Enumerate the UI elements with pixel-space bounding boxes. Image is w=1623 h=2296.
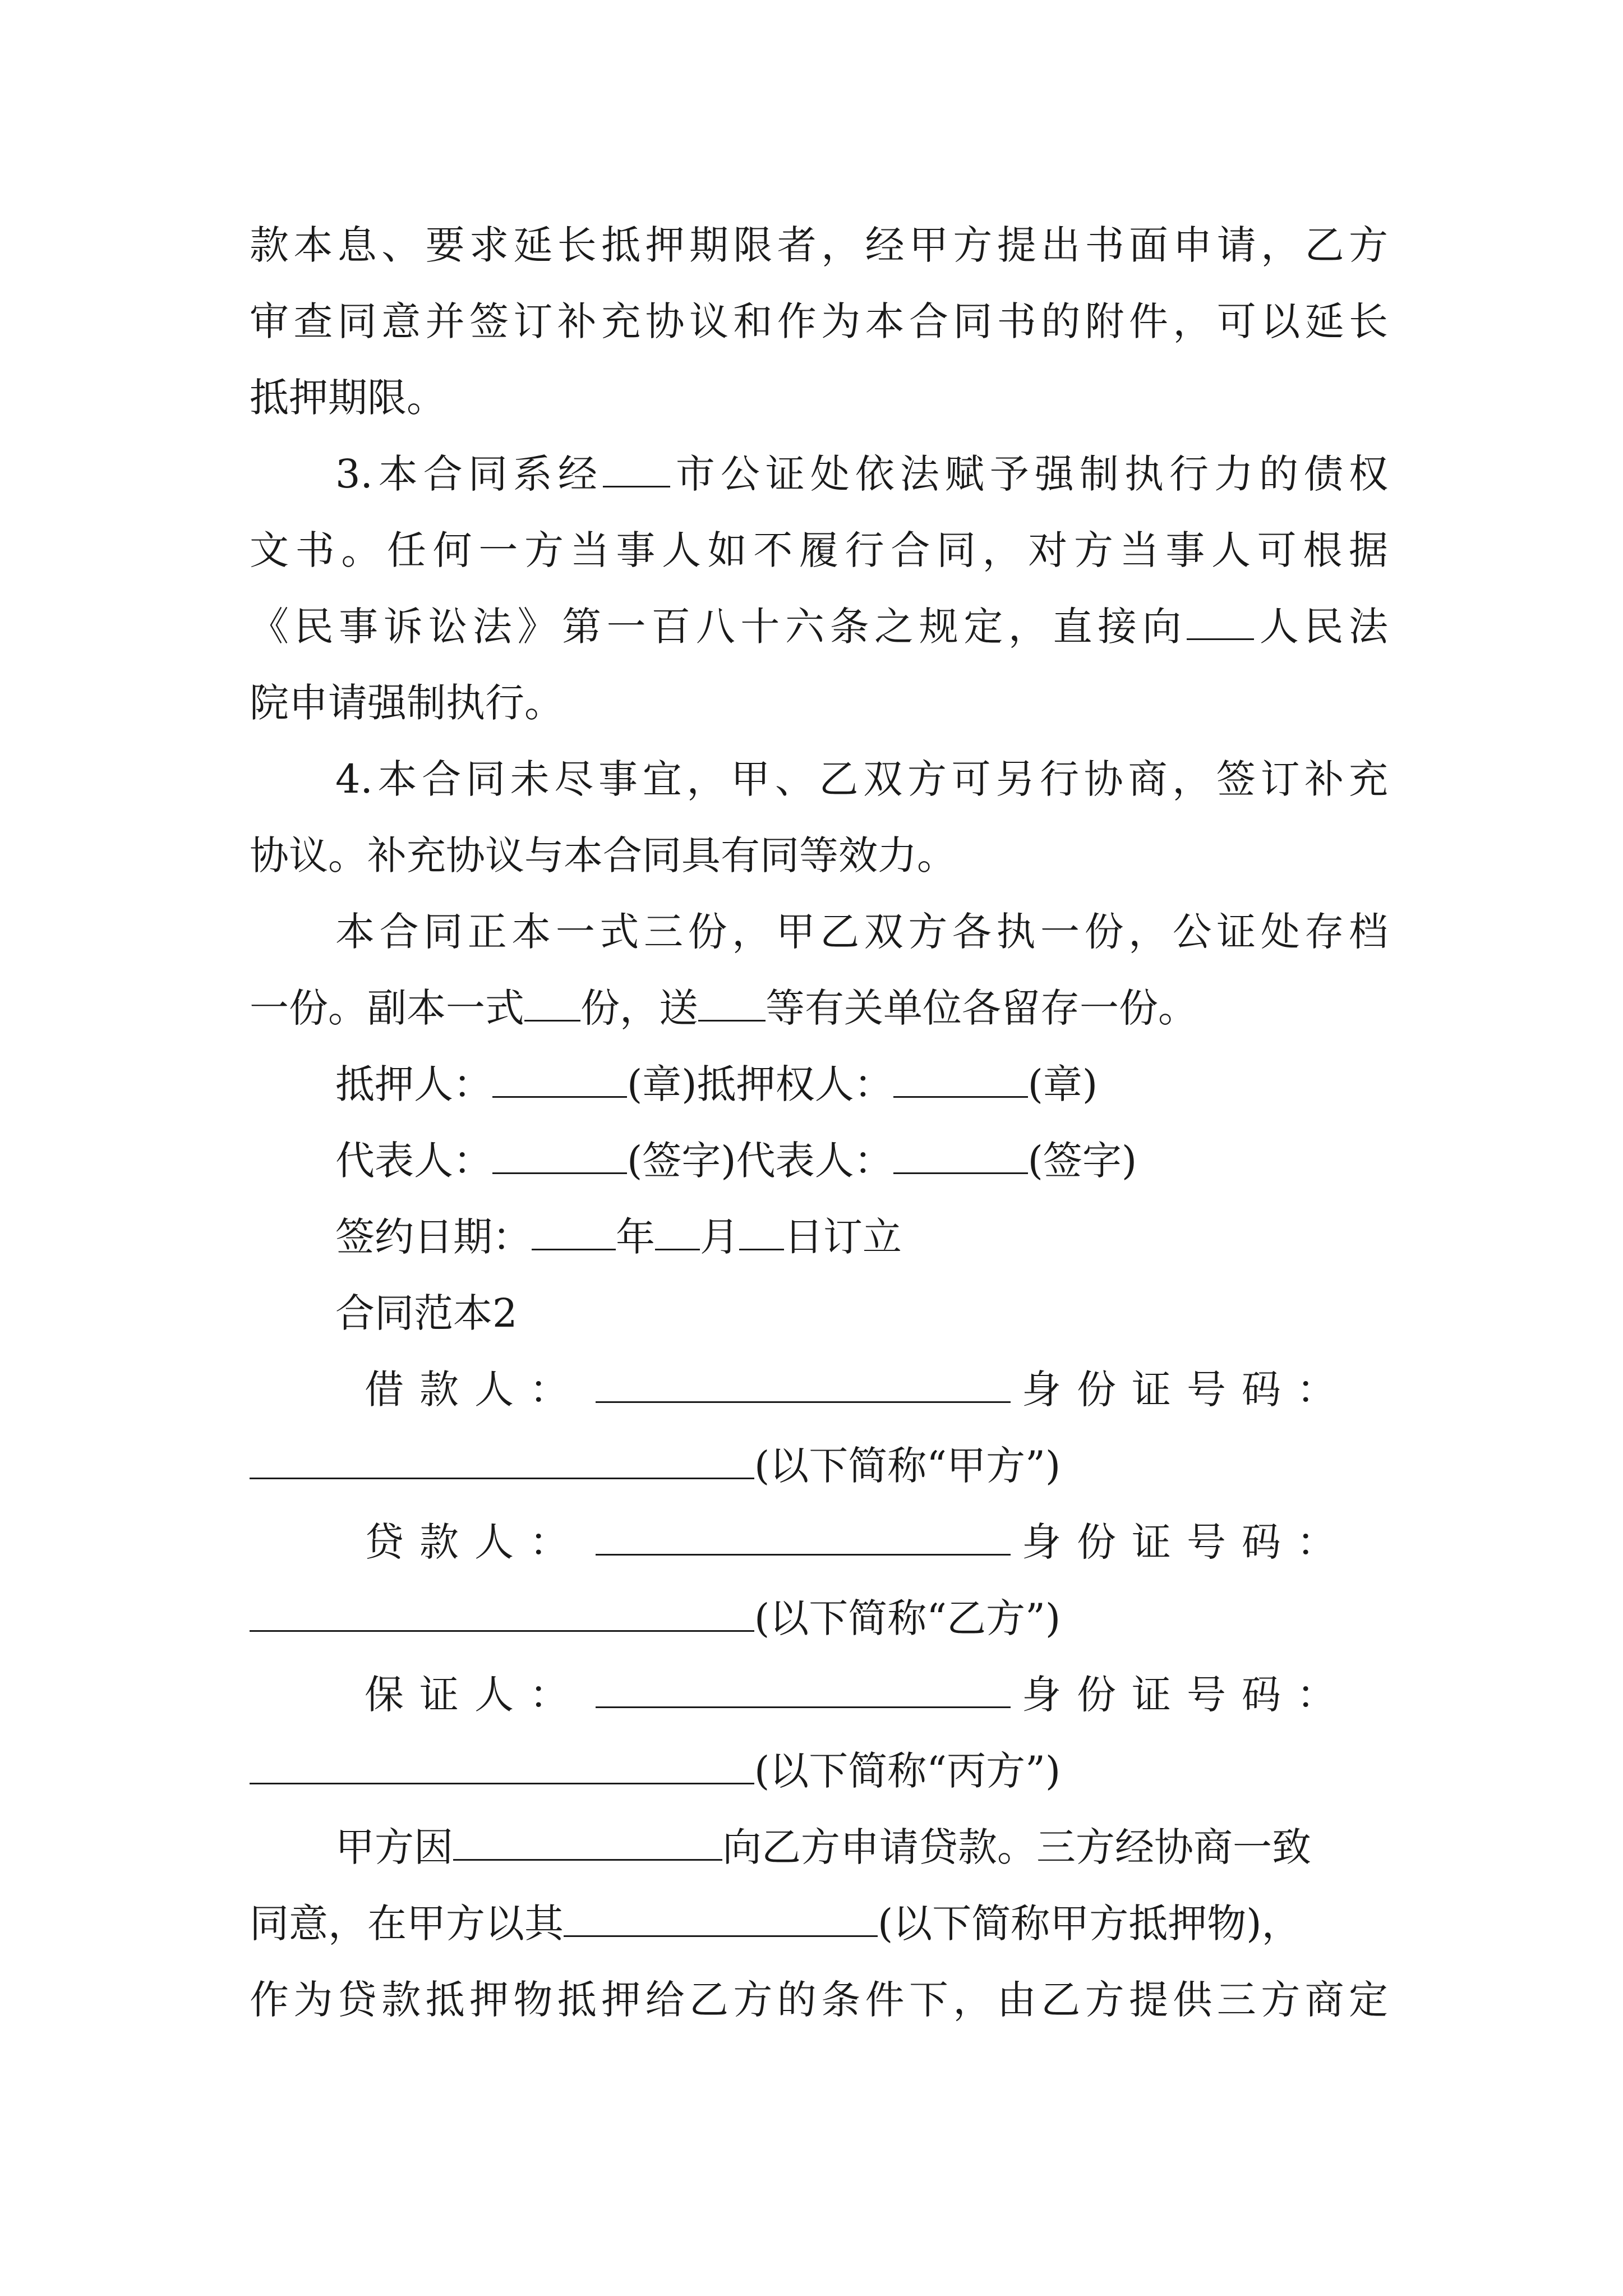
day-label: 日订立 bbox=[784, 1214, 902, 1260]
final-line-1 bbox=[335, 1822, 1388, 1872]
party-1-role: 借款人： bbox=[365, 1366, 584, 1412]
clause-3-text-d: 人民法 bbox=[1254, 604, 1388, 650]
party-2-name-blank bbox=[596, 1517, 1011, 1556]
clause-3-line-2: 文书。任何一方当事人如不履行合同，对方当事人可根据 bbox=[250, 527, 1388, 573]
party-3-alias-line bbox=[250, 1746, 1388, 1796]
year-label: 年 bbox=[616, 1214, 655, 1260]
body-line-1: 款本息、要求延长抵押期限者，经甲方提出书面申请，乙方 bbox=[250, 222, 1388, 268]
final-line-3: 作为贷款抵押物抵押给乙方的条件下，由乙方提供三方商定 bbox=[250, 1977, 1388, 2023]
clause-3-text-c: 《民事诉讼法》第一百八十六条之规定，直接向 bbox=[250, 604, 1187, 650]
final-text-1a: 甲方因 bbox=[335, 1824, 453, 1870]
party-1-id-blank bbox=[250, 1441, 754, 1479]
clause-3-line-1 bbox=[335, 449, 1388, 499]
party-2-id-blank bbox=[250, 1593, 754, 1632]
signature-line-rep bbox=[335, 1135, 1388, 1186]
clause-3-text-a: 3.本合同系经 bbox=[335, 451, 603, 497]
copies-text-a: 一份。副本一式 bbox=[250, 985, 524, 1031]
party-1-line bbox=[365, 1364, 1388, 1415]
party-1-alias: (以下简称“甲方”) bbox=[754, 1443, 1061, 1489]
final-text-2b: (以下简称甲方抵押物)， bbox=[878, 1901, 1301, 1947]
party-3-id-blank bbox=[250, 1746, 754, 1784]
clause-4-line-2: 协议。补充协议与本合同具有同等效力。 bbox=[250, 832, 956, 878]
mortgagee-label: 抵押权人： bbox=[697, 1061, 893, 1107]
party-3-line bbox=[365, 1669, 1388, 1720]
rep-label-1: 代表人： bbox=[335, 1138, 492, 1184]
sign-label-2: (签字) bbox=[1027, 1138, 1137, 1184]
clause-3-line-3 bbox=[250, 601, 1388, 652]
party-2-line bbox=[365, 1517, 1388, 1567]
date-label: 签约日期： bbox=[335, 1214, 532, 1260]
body-line-2: 审查同意并签订补充协议和作为本合同书的附件，可以延长 bbox=[250, 298, 1388, 344]
party-1-alias-line bbox=[250, 1441, 1388, 1491]
final-line-2 bbox=[250, 1898, 1388, 1949]
day-blank bbox=[739, 1212, 784, 1250]
clause-3-line-4: 院申请强制执行。 bbox=[250, 680, 564, 726]
sample-2-title: 合同范本2 bbox=[335, 1290, 518, 1336]
copies-count-blank bbox=[524, 983, 580, 1022]
party-1-name-blank bbox=[596, 1364, 1011, 1403]
loan-purpose-blank bbox=[453, 1822, 722, 1861]
rep-blank-2 bbox=[893, 1135, 1028, 1174]
party-2-alias-line bbox=[250, 1593, 1388, 1644]
clause-3-text-b: 市公证处依法赋予强制执行力的债权 bbox=[670, 451, 1388, 497]
final-text-1b: 向乙方申请贷款。三方经协商一致 bbox=[722, 1824, 1311, 1870]
party-3-role: 保证人： bbox=[365, 1672, 584, 1718]
party-2-alias: (以下简称“乙方”) bbox=[754, 1595, 1061, 1641]
seal-label-2: (章) bbox=[1027, 1061, 1098, 1107]
signature-line-seal bbox=[335, 1059, 1388, 1110]
final-text-2a: 同意，在甲方以其 bbox=[250, 1901, 564, 1947]
body-line-3: 抵押期限。 bbox=[250, 375, 446, 421]
party-3-id-label: 身份证号码： bbox=[1022, 1672, 1352, 1718]
copies-line-1: 本合同正本一式三份，甲乙双方各执一份，公证处存档 bbox=[335, 909, 1388, 955]
party-1-id-label: 身份证号码： bbox=[1022, 1366, 1352, 1412]
recipient-blank bbox=[698, 983, 766, 1022]
collateral-blank bbox=[564, 1898, 878, 1937]
month-label: 月 bbox=[700, 1214, 739, 1260]
year-blank bbox=[532, 1212, 616, 1250]
copies-line-2 bbox=[250, 983, 1388, 1033]
party-2-role: 贷款人： bbox=[365, 1519, 584, 1565]
rep-blank-1 bbox=[492, 1135, 627, 1174]
mortgagor-label: 抵押人： bbox=[335, 1061, 492, 1107]
month-blank bbox=[655, 1212, 700, 1250]
court-blank bbox=[1187, 601, 1254, 640]
seal-label-1: (章) bbox=[627, 1061, 697, 1107]
copies-text-c: 等有关单位各留存一份。 bbox=[766, 985, 1197, 1031]
signature-date-line bbox=[335, 1212, 1388, 1262]
party-3-name-blank bbox=[596, 1669, 1011, 1708]
party-3-alias: (以下简称“丙方”) bbox=[754, 1748, 1061, 1794]
clause-4-line-1: 4.本合同未尽事宜，甲、乙双方可另行协商，签订补充 bbox=[335, 756, 1388, 802]
copies-text-b: 份，送 bbox=[580, 985, 698, 1031]
mortgagee-blank bbox=[893, 1059, 1028, 1098]
party-2-id-label: 身份证号码： bbox=[1022, 1519, 1352, 1565]
rep-label-2: 代表人： bbox=[736, 1138, 893, 1184]
city-blank bbox=[603, 449, 670, 487]
mortgagor-blank bbox=[492, 1059, 627, 1098]
sign-label-1: (签字) bbox=[627, 1138, 736, 1184]
